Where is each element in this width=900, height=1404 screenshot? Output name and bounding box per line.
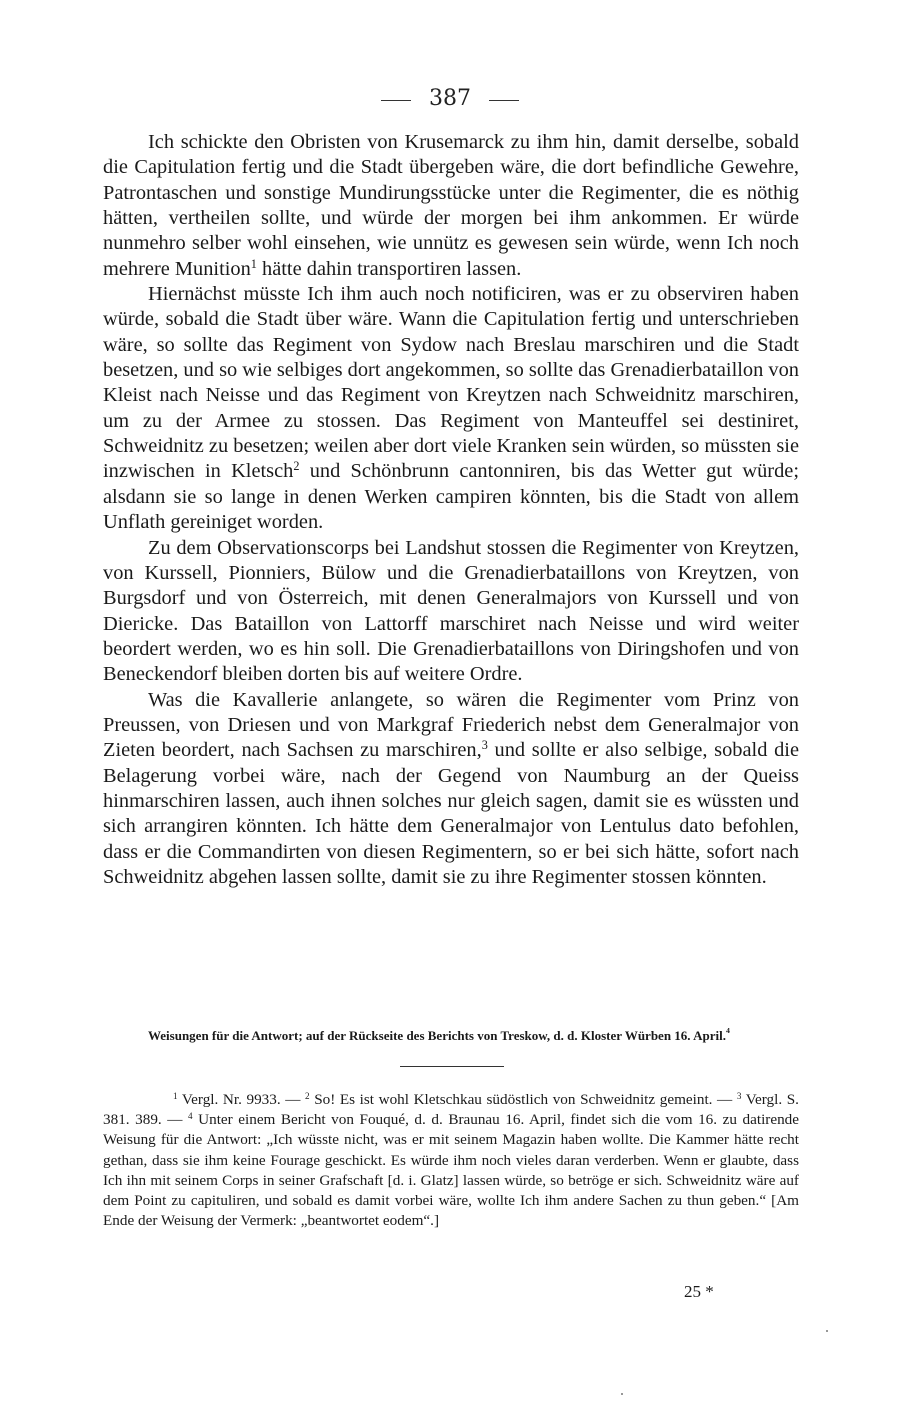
paragraph: Zu dem Observationscorps bei Landshut stossen die Regimenter von Kreytzen, von Kurssell, Pionniers, Bülow und die Grenadierbataillons von Kreytzen, von Burgsdorf und von Österreich, mit denen Generalmajors von Kurssell und von Diericke. Das Bataillon von Lattorff marschiret nach Neisse und wird weiter beordert werden, wo es hin soll. Die Grenadierbataillons von Diringshofen und von Beneckendorf bleiben dorten bis auf weitere Ordre. bbox=[103, 536, 799, 686]
paragraph: Hiernächst müsste Ich ihm auch noch notificiren, was er zu observiren haben würde, sobald die Stadt über wäre. Wann die Capitulation fertig und unterschrieben wäre, so sollte das Regiment von Sydow nach Breslau marschiren und die Stadt besetzen, und so wie selbiges dort angekommen, so sollte das Grenadierbataillon von Kleist nach Neisse und das Regiment von Kreytzen nach Schweidnitz marschiren, um zu der Armee zu stossen. Das Regiment von Manteuffel sei destiniret, Schweidnitz zu besetzen; weilen aber dort viele Kranken sein würden, so müssten sie inzwischen in Kletsch$^2$ und Schönbrunn cantonniren, bis das Wetter gut würde; alsdann sie so lange in denen Werken campiren könnten, bis die Stadt von allem Unflath gereiniget worden. bbox=[103, 283, 799, 534]
header-dash-right bbox=[489, 100, 519, 102]
footnote-ref: 4 bbox=[725, 1026, 730, 1035]
paragraph: Was die Kavallerie anlangete, so wären die Regimenter vom Prinz von Preussen, von Driesen und von Markgraf Friederich nebst dem Generalmajor von Zieten beordert, nach Sachsen zu marschiren,$^3$ und sollte er also selbige, sobald die Belagerung vorbei wäre, nach der Gegend von Naumburg an der Queiss hinmarschiren lassen, auch ihnen solches nur gleich sagen, damit sie es wüssten und sich arrangiren könnten. Ich hätte dem Generalmajor von Lentulus dato befohlen, dass er die Commandirten von diesen Regimentern, so er bei sich hätte, sofort nach Schweidnitz abgehen lassen sollte, damit sie zu ihre Regimenter stossen könnten. bbox=[103, 688, 799, 888]
source-note: Weisungen für die Antwort; auf der Rückseite des Berichts von Treskow, d. d. Kloster Würben 16. April.$^4$ bbox=[148, 1026, 730, 1043]
paper-speck bbox=[826, 1330, 828, 1332]
main-text bbox=[103, 130, 799, 890]
paragraph: Ich schickte den Obristen von Krusemarck zu ihm hin, damit derselbe, sobald die Capitulation fertig und die Stadt übergeben wäre, die dort befindliche Gewehre, Patrontaschen und sonstige Mundirungsstücke unter die Regimenter, die es nöthig hätten, vertheilen sollte, und würde der morgen bei ihm ankommen. Er würde nunmehro selber wohl einsehen, wie unnütz es gewesen sein würde, wenn Ich noch mehrere Munition$^1$ hätte dahin transportiren lassen. bbox=[103, 131, 799, 280]
page-number: 387 bbox=[429, 86, 471, 111]
footnotes: $^1$ Vergl. Nr. 9933. — $^2$ So! Es ist wohl Kletschkau südöstlich von Schweidnitz gemeint. — $^3$ Vergl. S. 381. 389. — $^4$ Unter einem Bericht von Fouqué, d. d. Braunau 16. April, findet sich die vom 16. zu datirende Weisung für die Antwort: „Ich wüsste nicht, was er mit seinem Magazin haben wollte. Die Kammer hätte recht gethan, dass sie ihm keine Fourage geschickt. Es würde ihm noch vieles daran verderben. Wenn er glaubte, dass Ich ihn mit seinem Corps in seiner Grafschaft [d. i. Glatz] lassen würde, so betröge er sich. Schweidnitz wäre auf dem Point zu capituliren, und sobald es damit vorbei wäre, wollte Ich ihm andere Sachen zu thun geben.“ [Am Ende der Weisung der Vermerk: „beantwortet eodem“.] bbox=[103, 1091, 800, 1230]
footnote-ref: 3 bbox=[481, 738, 488, 753]
footnote-ref: 1 bbox=[250, 256, 257, 271]
signature-mark: 25 * bbox=[684, 1282, 714, 1301]
paper-speck bbox=[621, 1393, 623, 1395]
footnote-ref: 2 bbox=[293, 459, 300, 474]
page-header bbox=[0, 86, 900, 111]
footnote-separator bbox=[400, 1066, 504, 1067]
header-dash-left bbox=[381, 100, 411, 102]
